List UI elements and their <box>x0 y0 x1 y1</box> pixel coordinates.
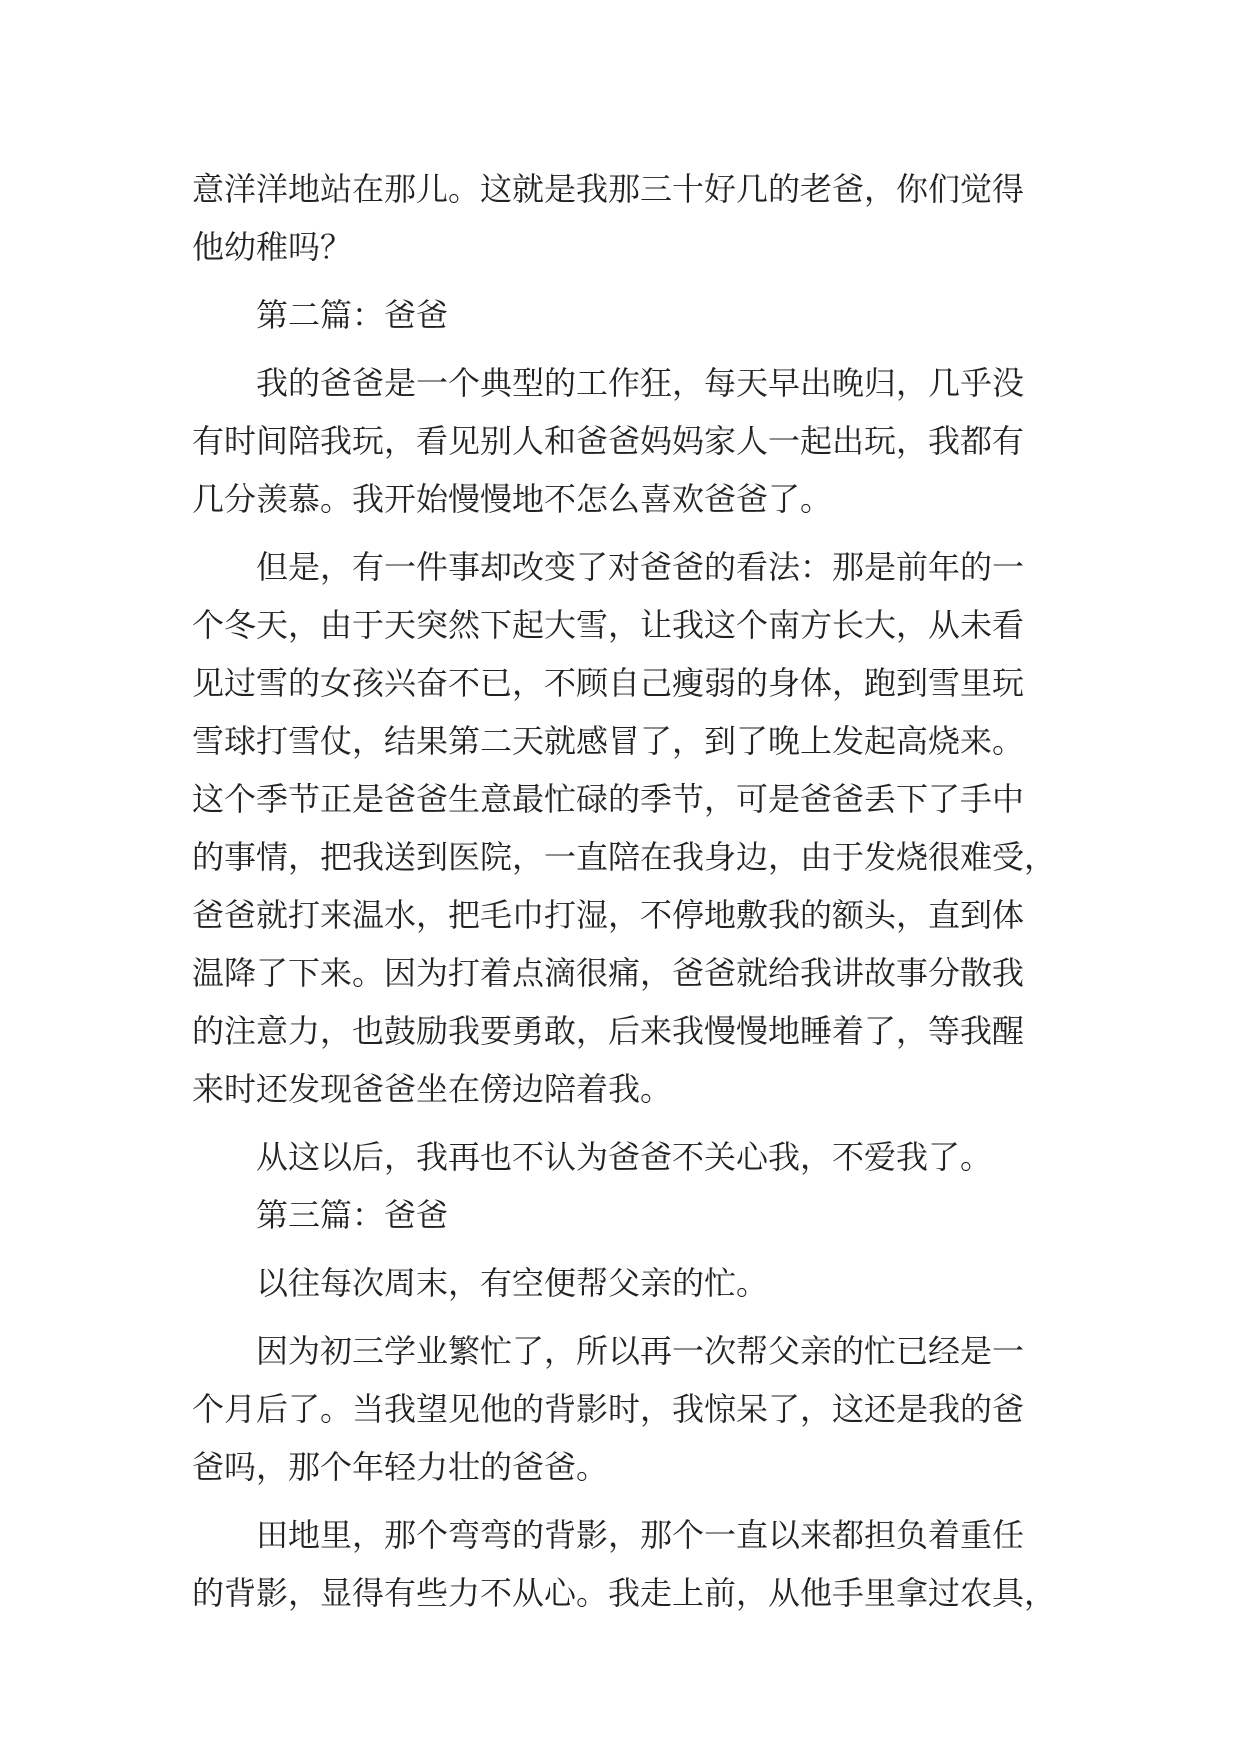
text-line: 来时还发现爸爸坐在傍边陪着我。 <box>192 1070 673 1108</box>
text-line: 个月后了。当我望见他的背影时，我惊呆了，这还是我的爸 <box>192 1390 1025 1428</box>
text-line: 见过雪的女孩兴奋不已，不顾自己瘦弱的身体，跑到雪里玩 <box>192 664 1025 702</box>
text-line: 雪球打雪仗，结果第二天就感冒了，到了晚上发起高烧来。 <box>192 722 1025 760</box>
paragraph-gap <box>192 1496 1062 1506</box>
text-line: 有时间陪我玩，看见别人和爸爸妈妈家人一起出玩，我都有 <box>192 422 1025 460</box>
text-line: 我的爸爸是一个典型的工作狂，每天早出晚归，几乎没 <box>256 364 1025 402</box>
text-line: 意洋洋地站在那儿。这就是我那三十好几的老爸，你们觉得 <box>192 170 1025 208</box>
text-line: 爸爸就打来温水，把毛巾打湿，不停地敷我的额头，直到体 <box>192 896 1025 934</box>
text-line: 从这以后，我再也不认为爸爸不关心我，不爱我了。 <box>256 1138 993 1176</box>
paragraph-gap <box>192 344 1062 354</box>
text-line: 这个季节正是爸爸生意最忙碌的季节，可是爸爸丢下了手中 <box>192 780 1025 818</box>
text-line: 他幼稚吗？ <box>192 228 353 266</box>
paragraph-gap <box>192 528 1062 538</box>
text-line: 温降了下来。因为打着点滴很痛，爸爸就给我讲故事分散我 <box>192 954 1025 992</box>
text-line: 第三篇：爸爸 <box>256 1196 449 1234</box>
text-line: 第二篇：爸爸 <box>256 296 449 334</box>
text-line: 爸吗，那个年轻力壮的爸爸。 <box>192 1448 609 1486</box>
text-line: 的背影，显得有些力不从心。我走上前，从他手里拿过农具， <box>192 1574 1057 1612</box>
paragraph-gap <box>192 1244 1062 1254</box>
paragraph-gap <box>192 1118 1062 1128</box>
document-body <box>192 160 1062 1622</box>
text-line: 因为初三学业繁忙了，所以再一次帮父亲的忙已经是一 <box>256 1332 1025 1370</box>
text-line: 个冬天，由于天突然下起大雪，让我这个南方长大，从未看 <box>192 606 1025 644</box>
text-line: 田地里，那个弯弯的背影，那个一直以来都担负着重任 <box>256 1516 1025 1554</box>
text-line: 的注意力，也鼓励我要勇敢，后来我慢慢地睡着了，等我醒 <box>192 1012 1025 1050</box>
text-line: 但是，有一件事却改变了对爸爸的看法：那是前年的一 <box>256 548 1025 586</box>
text-line: 的事情，把我送到医院，一直陪在我身边，由于发烧很难受， <box>192 838 1057 876</box>
paragraph-gap <box>192 1312 1062 1322</box>
paragraph-gap <box>192 276 1062 286</box>
text-line: 以往每次周末，有空便帮父亲的忙。 <box>256 1264 769 1302</box>
text-line: 几分羡慕。我开始慢慢地不怎么喜欢爸爸了。 <box>192 480 833 518</box>
